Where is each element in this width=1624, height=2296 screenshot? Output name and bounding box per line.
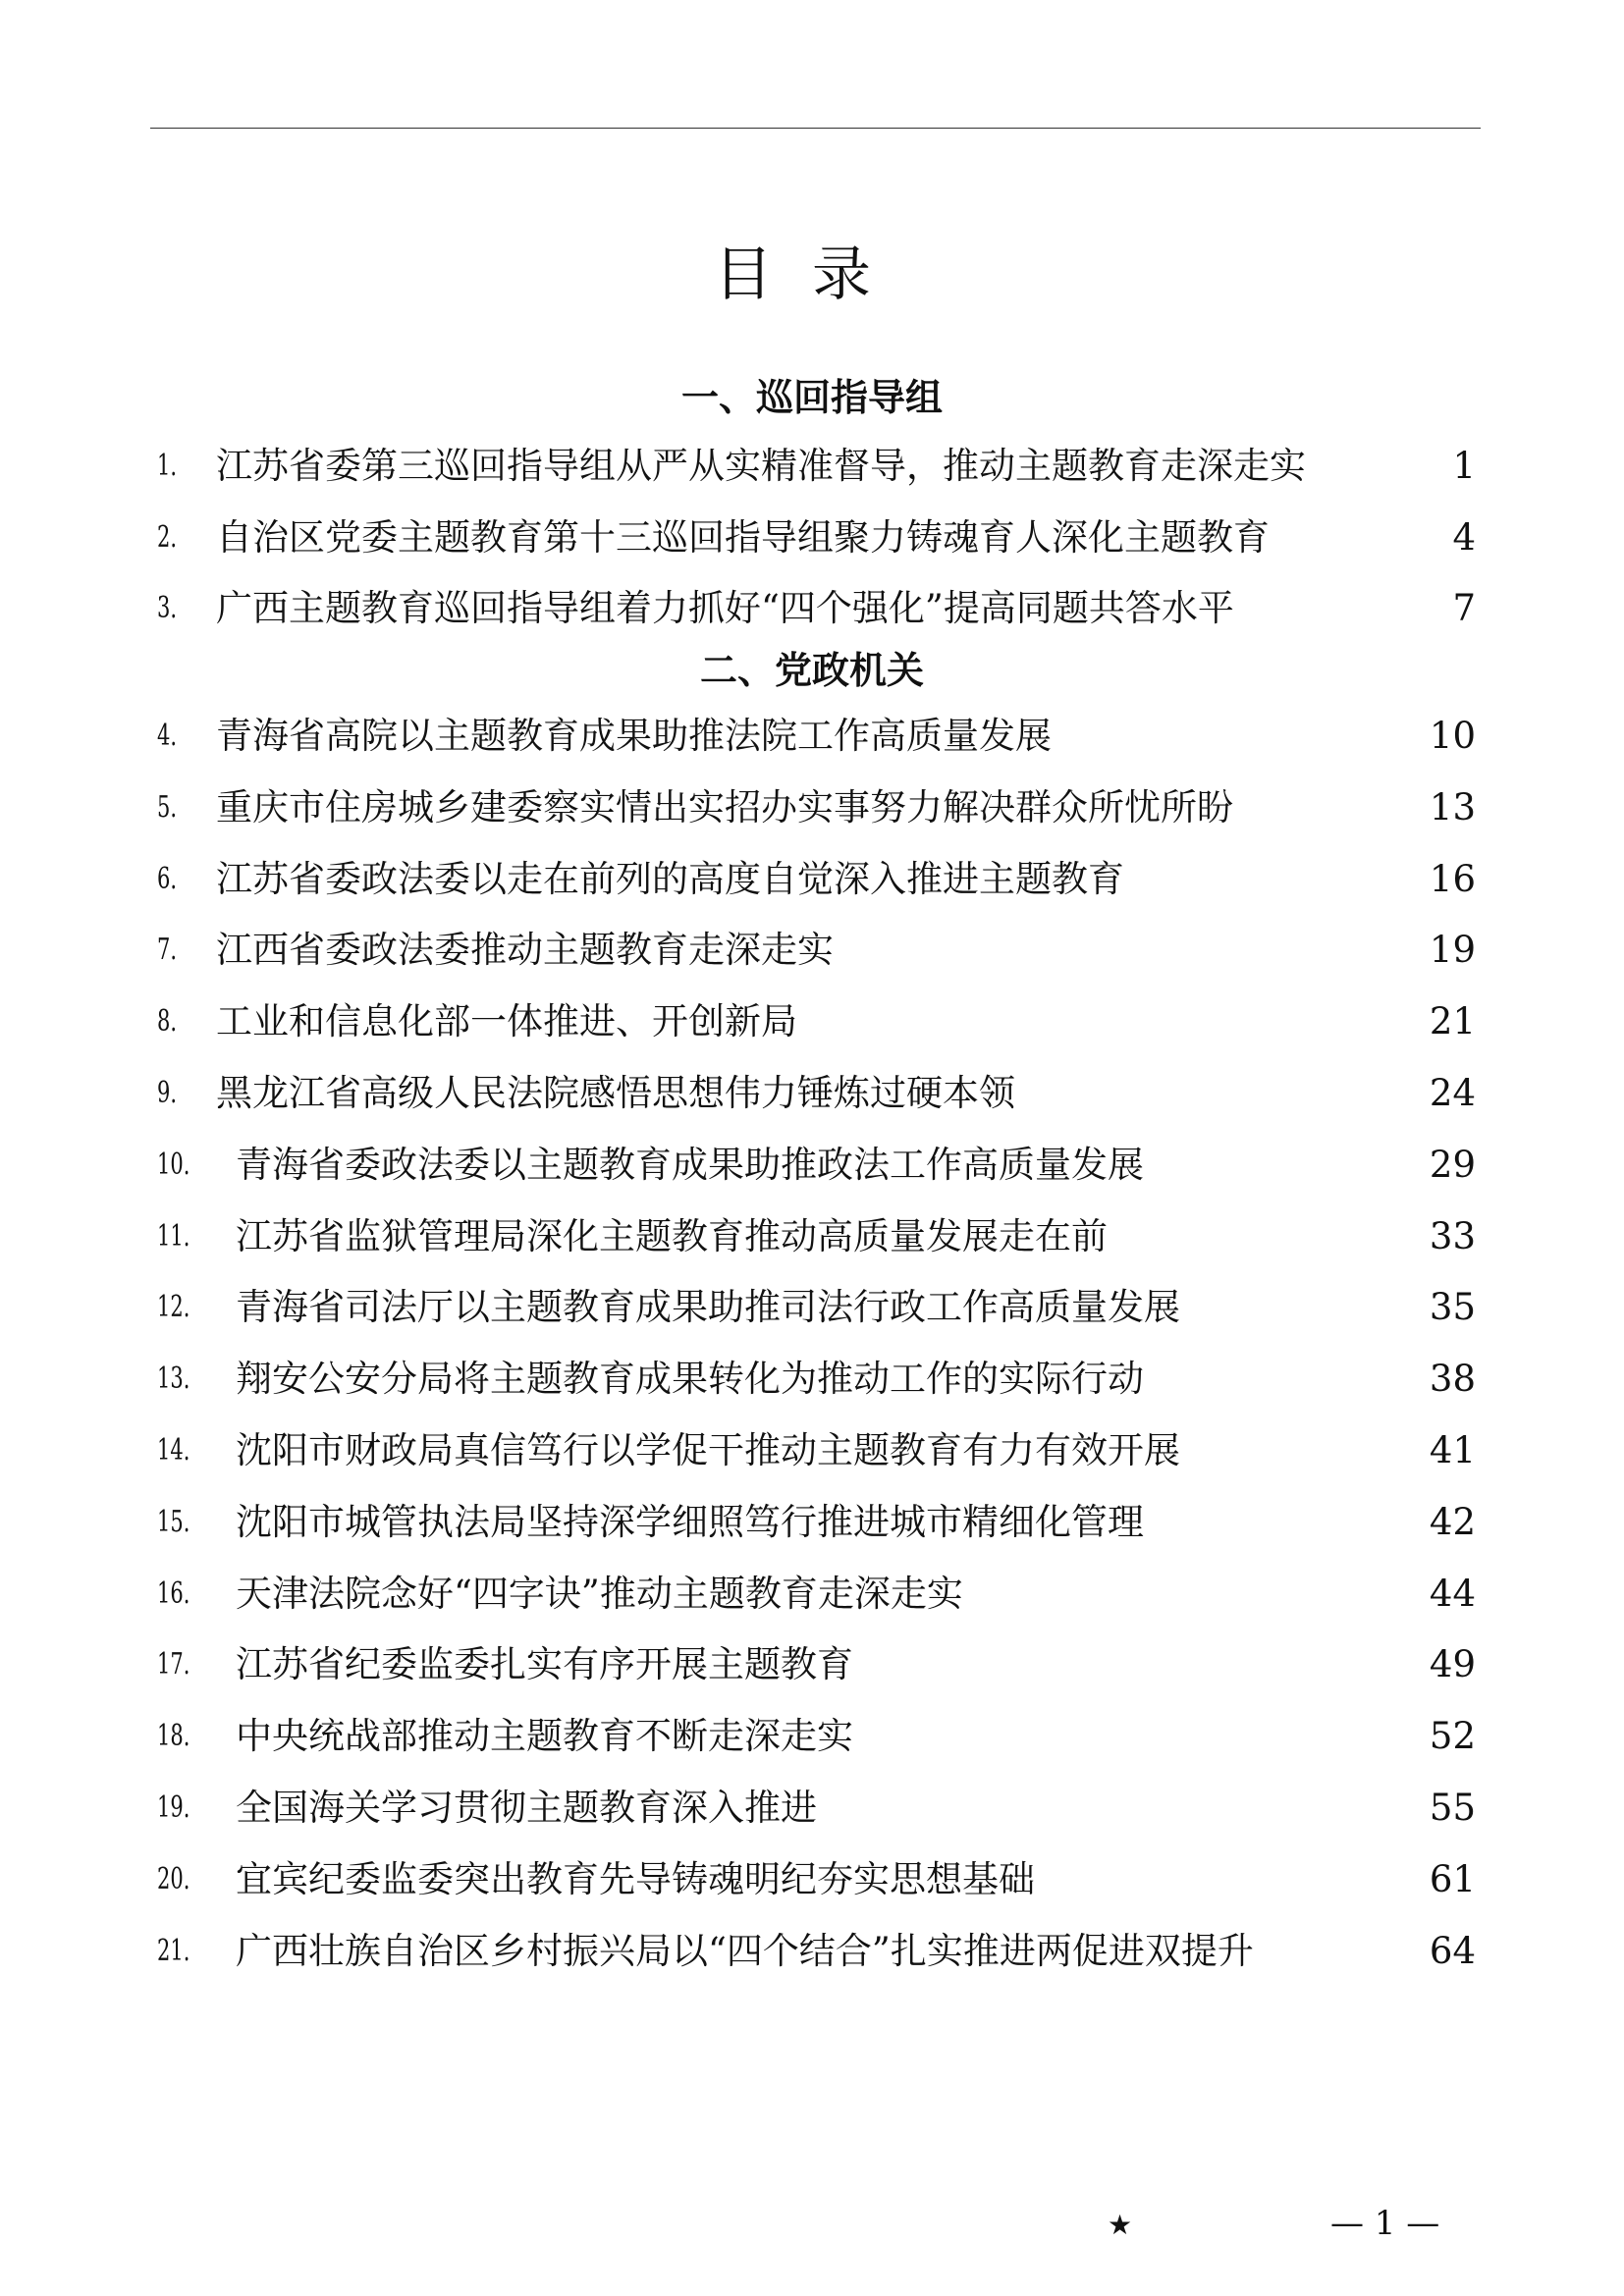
toc-entry-page: 4 <box>1452 516 1476 559</box>
toc-entry-page: 24 <box>1429 1072 1476 1114</box>
toc-entry[interactable] <box>0 1283 1624 1332</box>
toc-entry[interactable] <box>0 1069 1624 1118</box>
toc-entry-title: 沈阳市财政局真信笃行以学促干推动主题教育有力有效开展 <box>236 1429 1180 1471</box>
toc-entry-number: 15. <box>157 1504 190 1539</box>
section-heading-1: 一、巡回指导组 <box>680 375 943 419</box>
toc-entry-title: 青海省司法厅以主题教育成果助推司法行政工作高质量发展 <box>236 1286 1180 1329</box>
toc-entry-number: 13. <box>157 1362 190 1397</box>
toc-entry-title: 中央统战部推动主题教育不断走深走实 <box>236 1715 853 1758</box>
toc-entry-page: 33 <box>1429 1214 1476 1257</box>
toc-entry-page: 44 <box>1429 1572 1476 1615</box>
toc-entry[interactable] <box>0 442 1624 491</box>
toc-entry-title: 天津法院念好“四字诀”推动主题教育走深走实 <box>236 1572 963 1615</box>
toc-entry-number: 12. <box>157 1290 190 1325</box>
toc-entry-number: 18. <box>157 1719 190 1754</box>
toc-entry[interactable] <box>0 1355 1624 1404</box>
toc-entry-title: 重庆市住房城乡建委察实情出实招办实事努力解决群众所忧所盼 <box>216 785 1233 828</box>
toc-entry-number: 20. <box>157 1861 190 1896</box>
toc-entry-page: 55 <box>1429 1787 1476 1829</box>
toc-entry[interactable] <box>0 1784 1624 1833</box>
toc-entry-page: 29 <box>1429 1143 1476 1186</box>
toc-entry-page: 49 <box>1429 1643 1476 1686</box>
toc-entry-page: 7 <box>1452 587 1476 629</box>
toc-entry-page: 42 <box>1429 1500 1476 1543</box>
toc-entry-number: 21. <box>157 1933 190 1968</box>
toc-entry[interactable] <box>0 712 1624 761</box>
toc-entry-page: 38 <box>1429 1358 1476 1401</box>
toc-entry[interactable] <box>0 1712 1624 1761</box>
toc-entry-page: 16 <box>1429 857 1476 900</box>
toc-entry-page: 64 <box>1429 1929 1476 1972</box>
toc-entry[interactable] <box>0 1927 1624 1976</box>
toc-entry-title: 广西主题教育巡回指导组着力抓好“四个强化”提高同题共答水平 <box>216 587 1234 629</box>
page-number: — 1 — <box>1330 2204 1440 2243</box>
toc-entry-number: 4. <box>157 719 178 753</box>
toc-entry-page: 21 <box>1429 1000 1476 1043</box>
toc-entry[interactable] <box>0 1640 1624 1689</box>
toc-entry-number: 5. <box>157 789 178 825</box>
toc-entry-title: 青海省高院以主题教育成果助推法院工作高质量发展 <box>216 715 1052 757</box>
toc-entry-page: 19 <box>1429 929 1476 972</box>
toc-entry[interactable] <box>0 926 1624 975</box>
toc-entry-page: 13 <box>1429 785 1476 828</box>
toc-entry-page: 10 <box>1429 715 1476 757</box>
toc-entry-number: 6. <box>157 861 178 896</box>
toc-entry-number: 19. <box>157 1790 190 1825</box>
toc-entry[interactable] <box>0 783 1624 832</box>
toc-entry-number: 2. <box>157 520 178 555</box>
toc-entry[interactable] <box>0 584 1624 633</box>
toc-entry-title: 全国海关学习贯彻主题教育深入推进 <box>236 1787 817 1829</box>
toc-entry[interactable] <box>0 1426 1624 1475</box>
toc-entry[interactable] <box>0 1570 1624 1619</box>
toc-entry-title: 江苏省纪委监委扎实有序开展主题教育 <box>236 1643 853 1686</box>
toc-entry-title: 江西省委政法委推动主题教育走深走实 <box>216 929 834 972</box>
toc-entry[interactable] <box>0 997 1624 1046</box>
toc-entry-title: 江苏省监狱管理局深化主题教育推动高质量发展走在前 <box>236 1214 1108 1257</box>
header-rule <box>150 128 1481 129</box>
toc-entry-title: 宜宾纪委监委突出教育先导铸魂明纪夯实思想基础 <box>236 1857 1035 1900</box>
toc-entry-number: 8. <box>157 1004 178 1040</box>
toc-entry-number: 9. <box>157 1076 178 1110</box>
toc-entry-number: 11. <box>157 1218 190 1254</box>
toc-entry[interactable] <box>0 855 1624 904</box>
toc-entry-title: 沈阳市城管执法局坚持深学细照笃行推进城市精细化管理 <box>236 1500 1144 1543</box>
toc-entry-title: 黑龙江省高级人民法院感悟思想伟力锤炼过硬本领 <box>216 1072 1015 1114</box>
toc-entry-page: 35 <box>1429 1286 1476 1329</box>
toc-entry-page: 61 <box>1429 1857 1476 1900</box>
toc-entry-page: 1 <box>1452 445 1476 487</box>
toc-entry-title: 工业和信息化部一体推进、开创新局 <box>216 1000 797 1043</box>
toc-entry-page: 52 <box>1429 1715 1476 1758</box>
star-icon: ★ <box>1108 2209 1133 2241</box>
toc-entry-title: 江苏省委政法委以走在前列的高度自觉深入推进主题教育 <box>216 857 1124 900</box>
toc-entry-title: 江苏省委第三巡回指导组从严从实精准督导，推动主题教育走深走实 <box>216 445 1306 487</box>
toc-entry-title: 青海省委政法委以主题教育成果助推政法工作高质量发展 <box>236 1143 1144 1186</box>
toc-entry-number: 7. <box>157 933 178 968</box>
toc-entry[interactable] <box>0 513 1624 562</box>
page-title: 目录 <box>714 240 910 309</box>
toc-entry[interactable] <box>0 1141 1624 1190</box>
toc-entry-number: 14. <box>157 1433 190 1468</box>
toc-entry-number: 10. <box>157 1147 190 1182</box>
section-heading-2: 二、党政机关 <box>699 648 924 692</box>
toc-entry-title: 自治区党委主题教育第十三巡回指导组聚力铸魂育人深化主题教育 <box>216 516 1270 559</box>
toc-entry-number: 3. <box>157 591 178 625</box>
toc-entry-number: 1. <box>157 449 178 483</box>
toc-entry-number: 17. <box>157 1647 190 1682</box>
toc-entry[interactable] <box>0 1498 1624 1547</box>
toc-entry-title: 广西壮族自治区乡村振兴局以“四个结合”扎实推进两促进双提升 <box>236 1929 1254 1972</box>
toc-entry[interactable] <box>0 1212 1624 1261</box>
toc-entry[interactable] <box>0 1855 1624 1904</box>
toc-entry-number: 16. <box>157 1575 190 1611</box>
toc-entry-page: 41 <box>1429 1429 1476 1471</box>
toc-entry-title: 翔安公安分局将主题教育成果转化为推动工作的实际行动 <box>236 1358 1144 1401</box>
